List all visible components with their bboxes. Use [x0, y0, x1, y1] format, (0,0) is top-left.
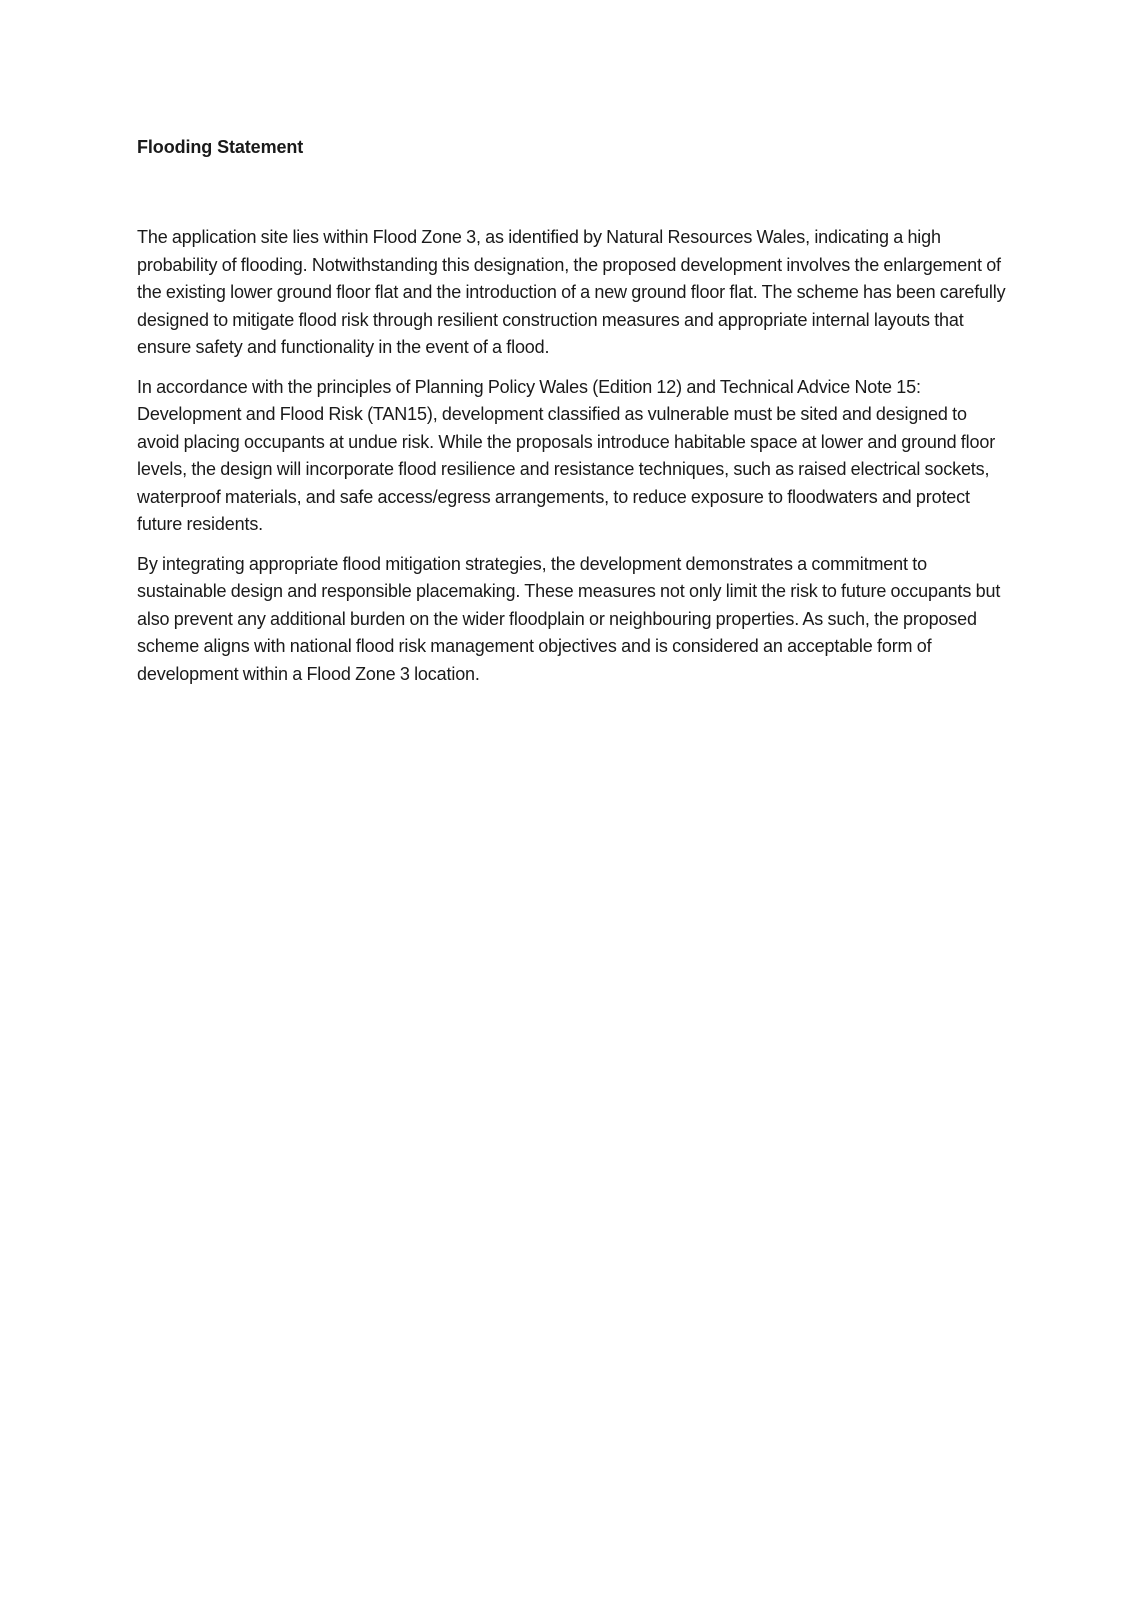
document-title: Flooding Statement: [137, 137, 304, 157]
paragraph-3: By integrating appropriate flood mitigation strategies, the development demonstrates a commitment to sustainable design and responsible placemaking. These measures not only limit the risk to future occupants but also prevent any additional burden on the wider floodplain or neighbouring properties. As such, the proposed scheme aligns with national flood risk management objectives and is considered an acceptable form of development within a Flood Zone 3 location.: [137, 553, 1001, 684]
paragraph-1: The application site lies within Flood Zone 3, as identified by Natural Resources Wales, indicating a high probability of flooding. Notwithstanding this designation, the proposed development involves the enlargement of the existing lower ground floor flat and the introduction of a new ground floor flat. The scheme has been carefully designed to mitigate flood risk through resilient construction measures and appropriate internal layouts that ensure safety and functionality in the event of a flood.: [137, 227, 1006, 357]
document-body: [137, 134, 1007, 700]
paragraph-2: In accordance with the principles of Planning Policy Wales (Edition 12) and Technical Advice Note 15: Development and Flood Risk (TAN15), development classified as vulnerable must be sited and designed to avoid placing occupants at undue risk. While the proposals introduce habitable space at lower and ground floor levels, the design will incorporate flood resilience and resistance techniques, such as raised electrical sockets, waterproof materials, and safe access/egress arrangements, to reduce exposure to floodwaters and protect future residents.: [137, 376, 996, 534]
